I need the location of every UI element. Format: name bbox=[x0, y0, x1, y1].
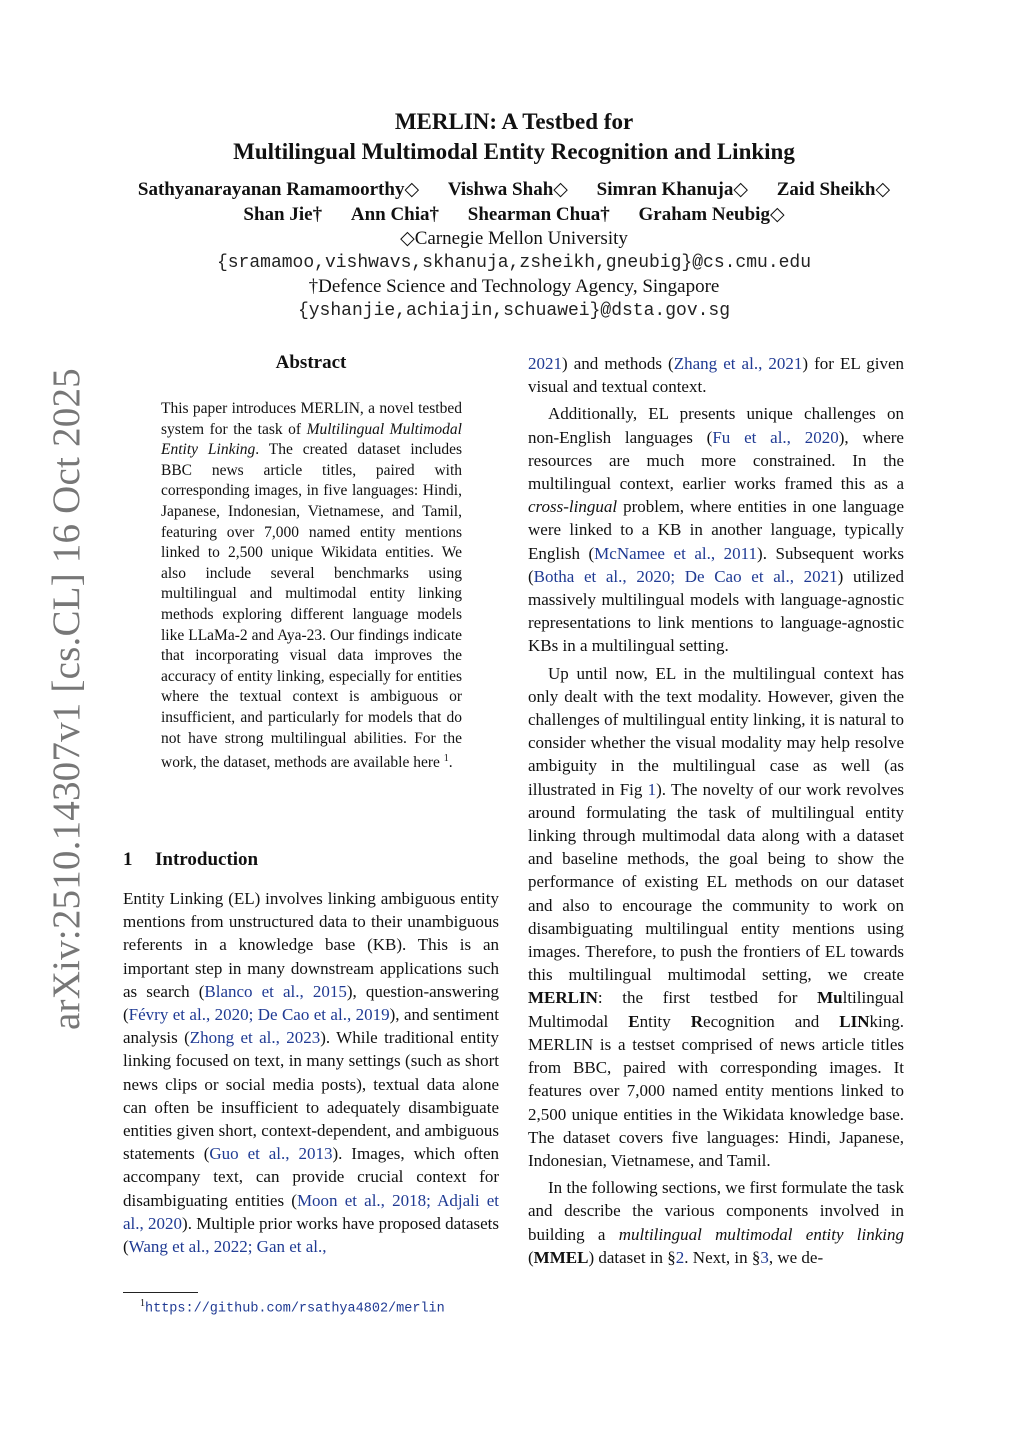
author: Graham Neubig◇ bbox=[638, 204, 785, 225]
affiliation-cmu: ◇Carnegie Mellon University bbox=[400, 228, 628, 249]
intro-paragraph-1-continued: 2021) and methods (Zhang et al., 2021) for EL given visual and textual context. bbox=[528, 354, 904, 397]
author: Simran Khanuja◇ bbox=[596, 179, 748, 200]
citation-link[interactable]: Blanco et al., 2015 bbox=[204, 981, 347, 1001]
paper-title bbox=[100, 107, 928, 167]
author: Vishwa Shah◇ bbox=[447, 179, 568, 200]
abstract-body: This paper introduces MERLIN, a novel testbed system for the task of Multilingual Multimodal Entity Linking. The created dataset includes BBC news article titles, paired with corresponding images, in five languages: Hindi, Japanese, Indonesian, Vietnamese, and Tamil, featuring over 7,000 named entity mentions linked to 2,500 unique Wikidata entities. We also include several benchmarks using multilingual and multimodal entity linking methods exploring different language models like LLaMa-2 and Aya-23. Our findings indicate that incorporating visual data improves the accuracy of entity linking, especially for entities where the textual context is ambiguous or insufficient, and particularly for models that do not have strong multilingual abilities. For the work, the dataset, methods are available here $^1$. bbox=[161, 400, 462, 772]
figure-ref-link[interactable]: 1 bbox=[647, 779, 657, 799]
author: Shearman Chua† bbox=[467, 204, 610, 225]
affiliation-dsta: †Defence Science and Technology Agency, Singapore bbox=[308, 276, 720, 297]
author: Zaid Sheikh◇ bbox=[776, 179, 891, 200]
citation-link[interactable]: Wang et al., 2022; Gan et al., bbox=[128, 1237, 327, 1257]
emails-dsta: {yshanjie,achiajin,schuawei}@dsta.gov.sg bbox=[297, 301, 731, 321]
footnote-url-link[interactable]: https://github.com/rsathya4802/merlin bbox=[145, 1301, 445, 1317]
title-line-2: Multilingual Multimodal Entity Recognition and Linking bbox=[233, 139, 795, 164]
citation-link[interactable]: Zhong et al., 2023 bbox=[189, 1028, 321, 1048]
author: Ann Chia† bbox=[350, 204, 440, 225]
citation-link[interactable]: Moon et al., 2018; Adjali et al., 2020 bbox=[123, 1190, 499, 1233]
section-heading-introduction: 1 Introduction bbox=[123, 849, 259, 870]
authors-row-2 bbox=[100, 203, 928, 227]
citation-link[interactable]: Botha et al., 2020; De Cao et al., 2021 bbox=[533, 566, 838, 586]
section-ref-link[interactable]: 3 bbox=[760, 1247, 769, 1267]
citation-link[interactable]: Guo et al., 2013 bbox=[209, 1144, 333, 1164]
footnote-ref[interactable]: 1 bbox=[443, 753, 449, 765]
citation-link[interactable]: Fu et al., 2020 bbox=[712, 427, 839, 447]
title-line-1: MERLIN: A Testbed for bbox=[394, 109, 634, 134]
citation-link[interactable]: Févry et al., 2020; De Cao et al., 2019 bbox=[128, 1005, 390, 1025]
footnote-rule bbox=[123, 1292, 198, 1293]
intro-paragraph-4: In the following sections, we first formulate the task and describe the various components involved in building a multilingual multimodal entity linking (MMEL) dataset in §2. Next, in §3, we de- bbox=[528, 1178, 904, 1267]
authors-row-1 bbox=[100, 178, 928, 202]
arxiv-identifier: arXiv:2510.14307v1 [cs.CL] 16 Oct 2025 bbox=[45, 368, 88, 1030]
author: Sathyanarayanan Ramamoorthy◇ bbox=[137, 179, 420, 200]
citation-link[interactable]: McNamee et al., 2011 bbox=[594, 543, 758, 563]
abstract-heading: Abstract bbox=[275, 352, 347, 373]
citation-link[interactable]: 2021 bbox=[528, 354, 562, 373]
emails-cmu: {sramamoo,vishwavs,skhanuja,zsheikh,gneubig}@cs.cmu.edu bbox=[216, 253, 812, 273]
right-column bbox=[528, 352, 904, 1269]
footnote: $^1$https://github.com/rsathya4802/merlin bbox=[140, 1298, 445, 1317]
author: Shan Jie† bbox=[243, 204, 323, 225]
intro-paragraph-3: Up until now, EL in the multilingual context has only dealt with the text modality. However, given the challenges of multilingual entity linking, it is natural to consider whether the visual modality may help resolve ambiguity in the multilingual case as well (as illustrated in Fig 1). The novelty of our work revolves around formulating the task of multilingual entity linking through multimodal data along with a dataset and baseline methods, the goal being to show the performance of existing EL methods on our dataset and also to encourage the community to work on disambiguating multilingual entity mentions using images. Therefore, to push the frontiers of EL towards this multilingual multimodal setting, we create MERLIN: the first testbed for Multilingual Multimodal Entity Recognition and LINking. MERLIN is a testset comprised of news article titles from BBC, paired with corresponding images. It features over 7,000 named entity mentions linked to 2,500 unique entities in the Wikidata knowledge base. The dataset covers five languages: Hindi, Japanese, Indonesian, Vietnamese, and Tamil. bbox=[528, 663, 905, 1170]
citation-link[interactable]: Zhang et al., 2021 bbox=[673, 354, 803, 373]
section-ref-link[interactable]: 2 bbox=[675, 1247, 685, 1267]
intro-paragraph-1: Entity Linking (EL) involves linking ambiguous entity mentions from unstructured data to their unambiguous referents in a knowledge base (KB). This is an important step in many downstream applications such as search (Blanco et al., 2015), question-answering (Févry et al., 2020; De Cao et al., 2019), and sentiment analysis (Zhong et al., 2023). While traditional entity linking focused on text, in many settings (such as short news clips or social media posts), textual data alone can often be insufficient to adequately disambiguate entities given short, context-dependent, and ambiguous statements (Guo et al., 2013). Images, which often accompany text, can provide crucial context for disambiguating entities (Moon et al., 2018; Adjali et al., 2020). Multiple prior works have proposed datasets (Wang et al., 2022; Gan et al., bbox=[123, 889, 499, 1257]
intro-paragraph-2: Additionally, EL presents unique challenges on non-English languages (Fu et al., 2020), where resources are much more constrained. In the multilingual context, earlier works framed this as a cross-lingual problem, where entities in one language were linked to a KB in another language, typically English (McNamee et al., 2011). Subsequent works (Botha et al., 2020; De Cao et al., 2021) utilized massively multilingual models with language-agnostic representations to link mentions to language-agnostic KBs in a multilingual setting. bbox=[528, 404, 905, 656]
